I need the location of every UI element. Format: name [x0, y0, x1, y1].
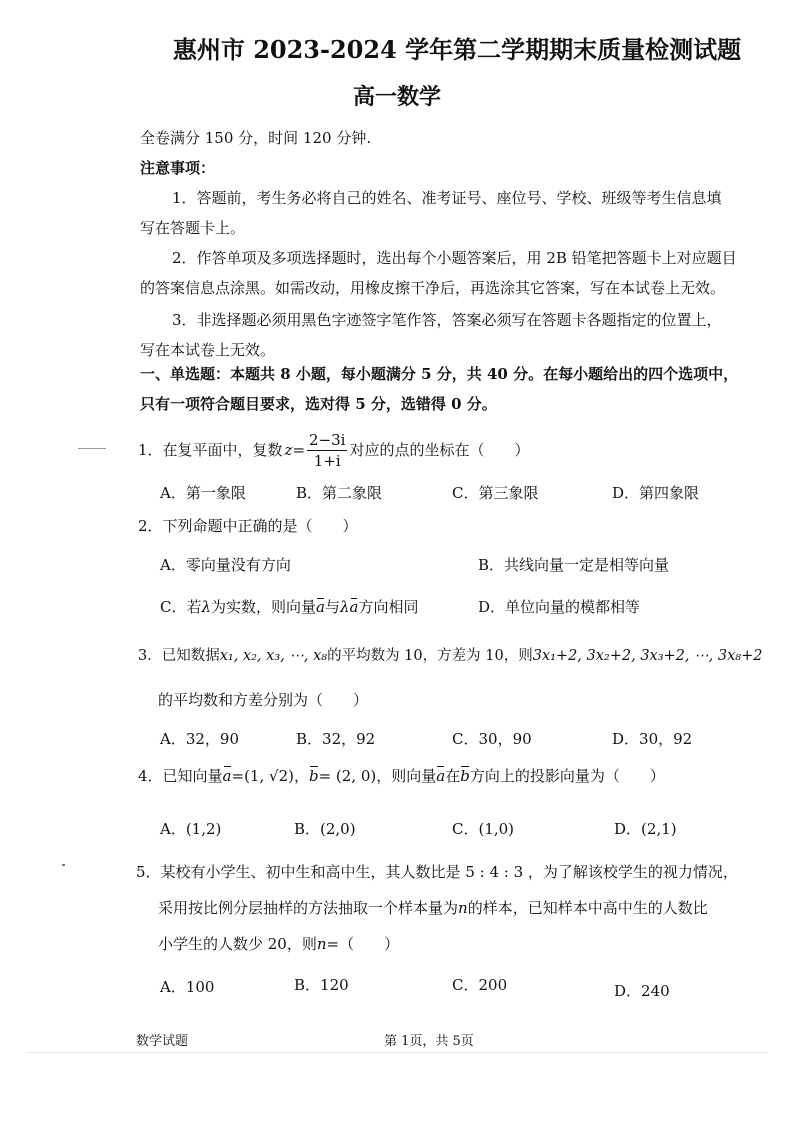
q1-fraction: [307, 430, 347, 471]
scan-mark: [78, 448, 106, 449]
q5-option-c: C．200: [452, 976, 508, 994]
q1-prefix: 1．在复平面中，复数: [138, 441, 283, 459]
q5-line2-post: 的样本，已知样本中高中生的人数比: [467, 899, 708, 917]
notes-heading: 注意事项：: [140, 159, 216, 177]
q2-c-lambda: λ: [201, 598, 211, 616]
q4-a-eq: =: [231, 767, 245, 785]
q1-option-b: B．第二象限: [296, 484, 383, 502]
q3-data-list: x₁, x₂, x₃, ⋯, x₈: [219, 648, 328, 664]
note2-line2: 的答案信息点涂黑。如需改动，用橡皮擦干净后，再选涂其它答案，写在本试卷上无效。: [140, 279, 726, 297]
q4-b-val: = (2, 0): [318, 767, 377, 785]
q1-option-d: D．第四象限: [612, 484, 700, 502]
question-5-line3: [158, 934, 399, 954]
scan-mark: [62, 864, 65, 866]
q2-c-and: 与: [324, 598, 340, 616]
q4-vec-a2: a: [436, 767, 446, 785]
section1-line2: 只有一项符合题目要求，选对得 5 分，选错得 0 分。: [140, 395, 497, 413]
question-5-line2: [158, 898, 708, 918]
question-4: [138, 766, 665, 786]
question-3-line1: [138, 646, 762, 666]
q4-prefix: 4．已知向量: [138, 767, 223, 785]
exam-title: 惠州市 2023-2024 学年第二学期期末质量检测试题: [172, 35, 742, 64]
footer-subject: 数学试题: [136, 1034, 189, 1049]
q5-line3-post: =（ ）: [326, 935, 400, 953]
q5-option-d: D．240: [614, 982, 670, 1000]
q1-frac-den: 1+i: [313, 451, 341, 470]
q5-var-n2: n: [316, 935, 327, 953]
q2-c-vec-a: a: [316, 598, 325, 616]
question-1: [138, 428, 530, 472]
note2-line1: 2．作答单项及多项选择题时，选出每个小题答案后，用 2B 铅笔把答题卡上对应题目: [172, 249, 737, 267]
section1-line1: 一、单选题：本题共 8 小题，每小题满分 5 分，共 40 分。在每小题给出的四个选项中，: [140, 365, 739, 383]
q4-option-c: C．(1,0): [452, 820, 515, 838]
q1-suffix: 对应的点的坐标在（ ）: [349, 441, 530, 459]
page-bottom-edge: [28, 1052, 768, 1053]
note3-line1: 3．非选择题必须用黑色字迹签字笔作答，答案必须写在答题卡各题指定的位置上，: [172, 311, 722, 329]
q5-option-a: A．100: [160, 978, 215, 996]
q2-c-vec-a2: a: [349, 598, 359, 616]
note1-line1: 1．答题前，考生务必将自己的姓名、准考证号、座位号、学校、班级等考生信息填: [172, 189, 722, 207]
exam-subtitle: 高一数学: [352, 84, 441, 110]
question-2: 2．下列命题中正确的是（ ）: [138, 517, 358, 535]
q2-c-suffix: 方向相同: [358, 598, 419, 616]
q1-option-c: C．第三象限: [452, 484, 539, 502]
q4-a-val: (1, √2): [244, 767, 294, 785]
q4-vec-a: a: [222, 767, 232, 785]
q5-option-b: B．120: [294, 976, 349, 994]
q3-option-c: C．30，90: [452, 730, 532, 748]
q1-frac-num: 2−3i: [309, 430, 346, 449]
q2-option-c: [160, 596, 418, 617]
q1-var-z: z: [284, 441, 293, 459]
q3-prefix: 3．已知数据: [138, 648, 220, 664]
q3-expr: 3x₁+2, 3x₂+2, 3x₃+2, ⋯, 3x₈+2: [532, 648, 763, 664]
q4-sep: ，: [293, 767, 309, 785]
score-time-line: 全卷满分 150 分，时间 120 分钟.: [140, 129, 372, 147]
q5-line3-pre: 小学生的人数少 20，则: [158, 935, 317, 953]
q3-option-b: B．32，92: [296, 730, 376, 748]
note3-line2: 写在本试卷上无效。: [140, 341, 276, 359]
q3-mid: 的平均数为 10，方差为 10，则: [327, 648, 533, 664]
q4-vec-b2: b: [460, 767, 470, 785]
q3-option-d: D．30，92: [612, 730, 693, 748]
q4-mid: ，则向量: [376, 767, 437, 785]
q2-c-lambda2: λ: [339, 598, 350, 616]
q4-suffix: 方向上的投影向量为（ ）: [469, 767, 665, 785]
footer-page-number: 第 1页，共 5页: [384, 1034, 474, 1049]
q4-vec-b: b: [308, 767, 319, 785]
note1-line2: 写在答题卡上。: [140, 219, 246, 237]
q4-option-d: D．(2,1): [614, 820, 677, 838]
q5-var-n: n: [458, 899, 468, 917]
q4-in: 在: [445, 767, 461, 785]
q3-option-a: A．32，90: [160, 730, 240, 748]
q2-c-prefix: C．若: [160, 598, 202, 616]
q1-option-a: A．第一象限: [160, 484, 246, 502]
q4-option-a: A．(1,2): [160, 820, 222, 838]
q2-option-d: D．单位向量的模都相等: [478, 598, 641, 616]
q2-option-b: B．共线向量一定是相等向量: [478, 556, 670, 574]
q4-option-b: B．(2,0): [294, 820, 356, 838]
question-5-line1: 5．某校有小学生、初中生和高中生，其人数比是 5 : 4 : 3 ，为了解该校学生的视力情况，: [136, 863, 738, 881]
question-3-line2: 的平均数和方差分别为（ ）: [158, 691, 369, 709]
q2-c-mid: 为实数，则向量: [211, 598, 317, 616]
q1-eq: =: [292, 441, 306, 459]
q5-line2-pre: 采用按比例分层抽样的方法抽取一个样本量为: [158, 899, 459, 917]
q2-option-a: A．零向量没有方向: [160, 556, 291, 574]
